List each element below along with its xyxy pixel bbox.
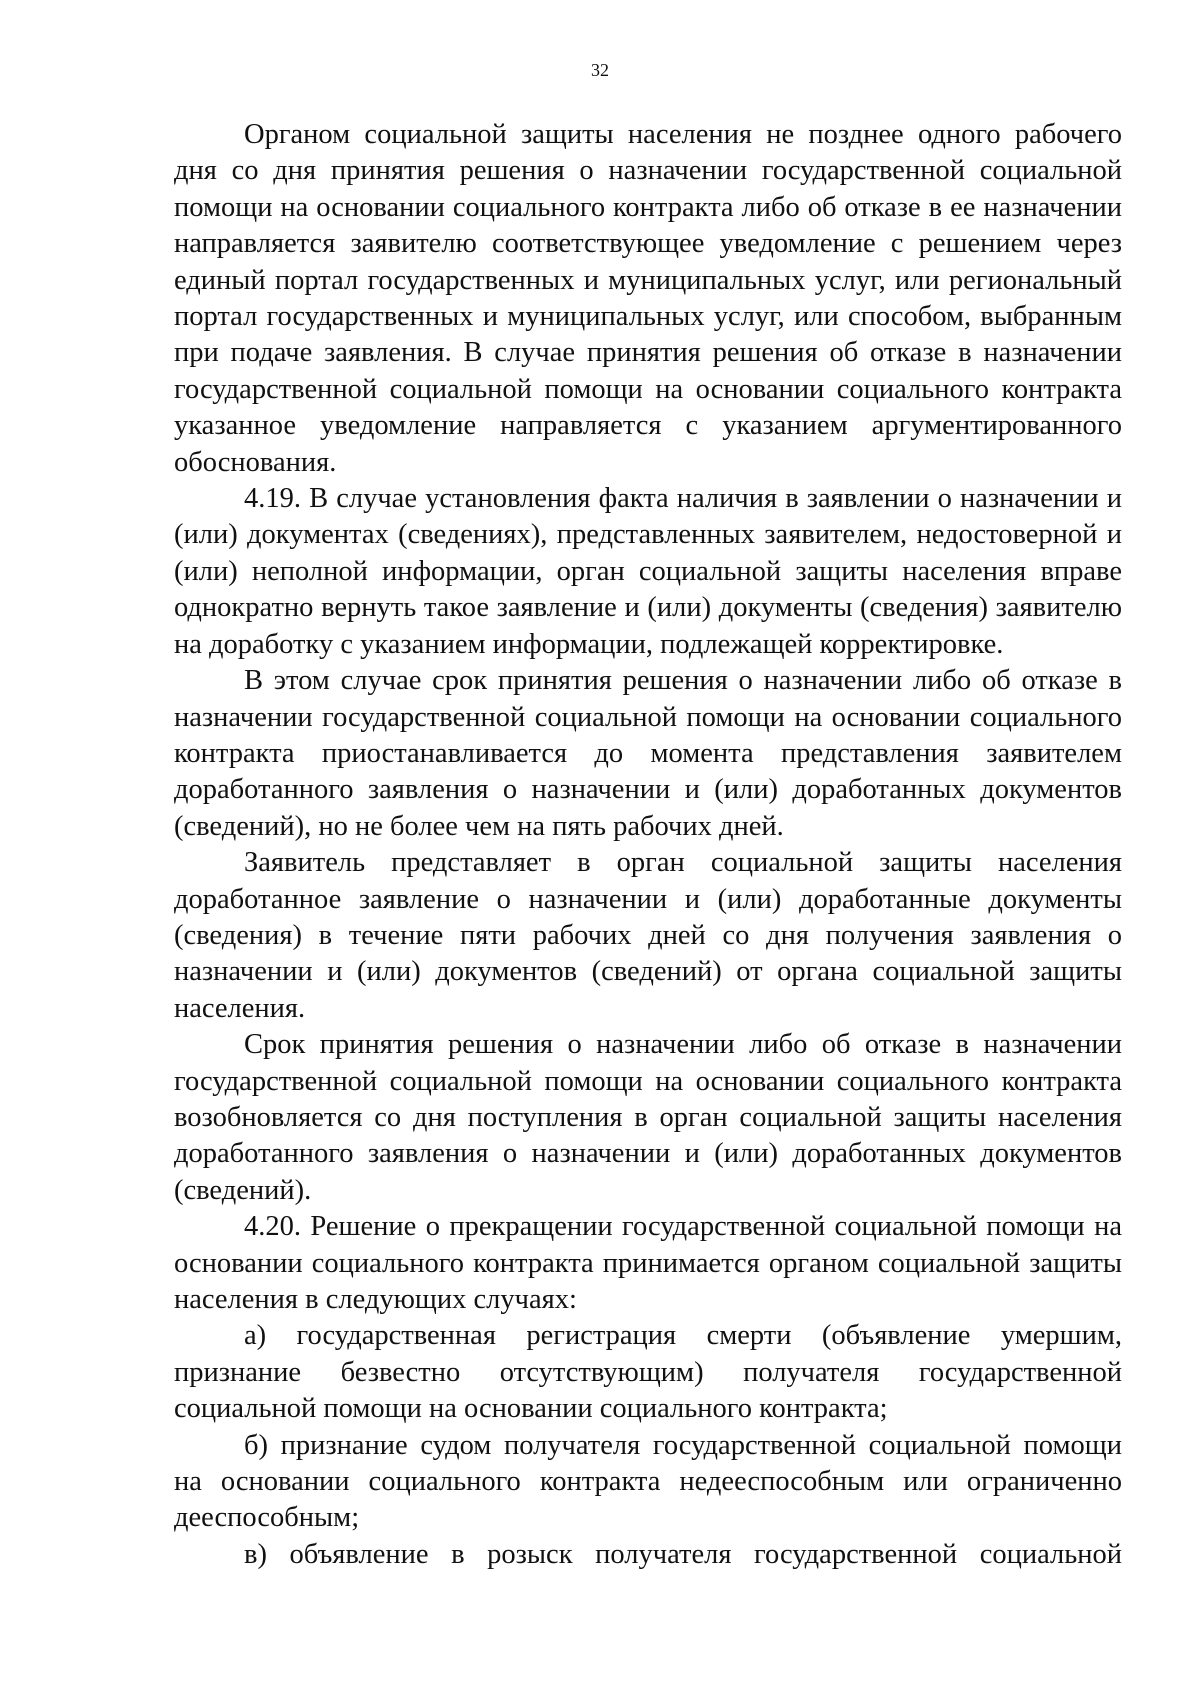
list-item-a: а) государственная регистрация смерти (объявление умершим, признание безвестно отсутствующим) получателя государственной социальной помощи на основании социального контракта;	[174, 1320, 1122, 1425]
list-item-v: в) объявление в розыск получателя государственной социальной	[244, 1538, 1122, 1570]
paragraph-term-resumption: Срок принятия решения о назначении либо об отказе в назначении государственной социальной помощи на основании социального контракта возобновляется со дня поступления в орган социальной защиты населения доработанного заявления о назначении и (или) доработанных документов (сведений).	[174, 1029, 1122, 1206]
page-number: 32	[591, 60, 609, 80]
paragraph-notification: Органом социальной защиты населения не позднее одного рабочего дня со дня принятия решения о назначении государственной социальной помощи на основании социального контракта либо об отказе в ее назначении направляется заявителю соответствующее уведомление с решением через единый портал государственных и муниципальных услуг, или региональный портал государственных и муниципальных услуг, или способом, выбранным при подаче заявления. В случае принятия решения об отказе в назначении государственной социальной помощи на основании социального контракта указанное уведомление направляется с указанием аргументированного обоснования.	[174, 119, 1122, 478]
paragraph-suspension-term: В этом случае срок принятия решения о назначении либо об отказе в назначении государственной социальной помощи на основании социального контракта приостанавливается до момента представления заявителем доработанного заявления о назначении и (или) доработанных документов (сведений), но не более чем на пять рабочих дней.	[174, 665, 1122, 842]
paragraph-applicant-submission: Заявитель представляет в орган социальной защиты населения доработанное заявление о назначении и (или) доработанные документы (сведения) в течение пяти рабочих дней со дня получения заявления о назначении и (или) документов (сведений) от органа социальной защиты населения.	[174, 847, 1122, 1024]
paragraph-4-20: 4.20. Решение о прекращении государственной социальной помощи на основании социального контракта принимается органом социальной защиты населения в следующих случаях:	[174, 1211, 1122, 1315]
paragraph-4-19: 4.19. В случае установления факта наличия в заявлении о назначении и (или) документах (сведениях), представленных заявителем, недостоверной и (или) неполной информации, орган социальной защиты населения вправе однократно вернуть такое заявление и (или) документы (сведения) заявителю на доработку с указанием информации, подлежащей корректировке.	[174, 483, 1122, 660]
document-body	[174, 117, 1122, 1573]
list-item-b: б) признание судом получателя государственной социальной помощи на основании социального контракта недееспособным или ограниченно дееспособным;	[174, 1429, 1122, 1534]
